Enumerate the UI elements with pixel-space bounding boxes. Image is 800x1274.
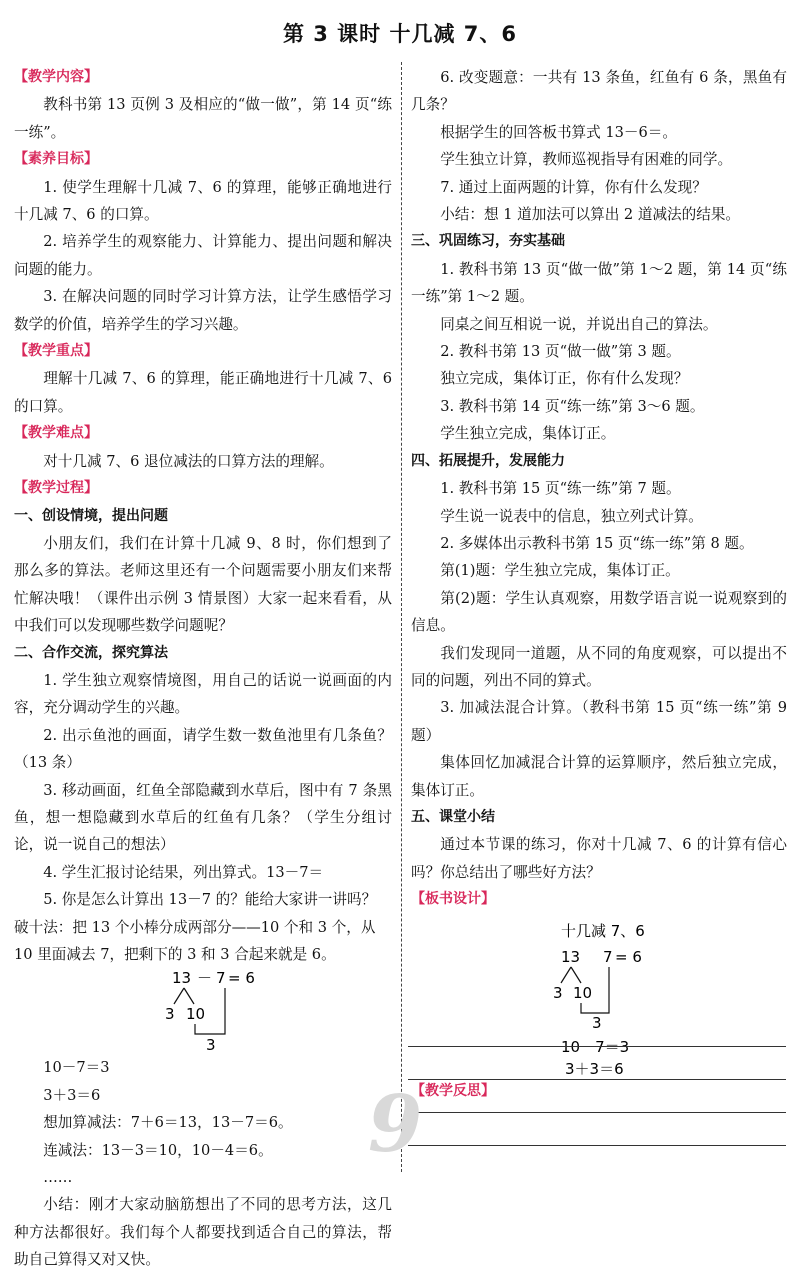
section2-item: 5. 你是怎么计算出 13－7 的？能给大家讲一讲吗？ <box>43 891 377 909</box>
right-column <box>411 64 787 1105</box>
diagram-result-3: 3 <box>206 1036 216 1055</box>
board-result-3: 3 <box>592 1013 602 1032</box>
key-text: 理解十几减 7、6 的算理，能正确地进行十几减 7、6 的口算。 <box>14 370 392 415</box>
column-divider <box>401 62 402 1172</box>
section1-heading: 一、创设情境，提出问题 <box>14 507 168 524</box>
board-design <box>411 914 787 1078</box>
section3-item: 独立完成，集体订正，你有什么发现？ <box>440 370 689 388</box>
board-7: 7 <box>603 947 613 966</box>
board-svg <box>411 914 787 1078</box>
section3-item: 1. 教科书第 13 页“做一做”第 1～2 题，第 14 页“练一练”第 1～2 题。 <box>411 260 787 306</box>
section3-heading: 三、巩固练习，夯实基础 <box>411 233 565 250</box>
goal-item: 1. 使学生理解十几减 7、6 的算理，能够正确地进行十几减 7、6 的口算。 <box>14 178 392 224</box>
section3-item: 学生独立完成，集体订正。 <box>440 425 616 443</box>
content-tag: 【教学内容】 <box>14 69 98 85</box>
section2-item: 1. 学生独立观察情境图，用自己的话说一说画面的内容，充分调动学生的兴趣。 <box>14 671 392 717</box>
right-summary: 小结：想 1 道加法可以算出 2 道减法的结果。 <box>440 206 741 224</box>
diagram-7: 7 <box>216 969 226 988</box>
section3-item: 同桌之间互相说一说，并说出自己的算法。 <box>440 315 718 333</box>
reflection-line <box>408 1112 786 1113</box>
section2-item: 3. 移动画面，红鱼全部隐藏到水草后，图中有 7 条黑鱼，想一想隐藏到水草后的红鱼有几条？（学生分组讨论，说一说自己的想法） <box>14 781 392 854</box>
section3-item: 3. 教科书第 14 页“练一练”第 3～6 题。 <box>440 397 705 415</box>
diagram-minus: － <box>197 969 213 988</box>
section4-item: 1. 教科书第 15 页“练一练”第 7 题。 <box>440 480 681 498</box>
section2-item: 2. 出示鱼池的画面，请学生数一数鱼池里有几条鱼？（13 条） <box>14 726 392 772</box>
section4-item: 集体回忆加减混合计算的运算顺序，然后独立完成，集体订正。 <box>411 754 787 799</box>
section5-text: 通过本节课的练习，你对十几减 7、6 的计算有信心吗？你总结出了哪些好方法？ <box>411 836 787 881</box>
section5-heading: 五、课堂小结 <box>411 808 495 825</box>
goals-tag: 【素养目标】 <box>14 151 98 168</box>
lianjian-text: 连减法：13－3＝10，10－4＝6。 <box>43 1141 273 1159</box>
board-13: 13 <box>561 947 581 966</box>
reflection-line <box>408 1079 786 1080</box>
board-split-right <box>571 967 581 983</box>
diagram-10: 10 <box>186 1005 206 1024</box>
ellipsis: …… <box>43 1169 73 1187</box>
board-title: 十几减 7、6 <box>561 921 645 940</box>
difficulty-text: 对十几减 7、6 退位减法的口算方法的理解。 <box>43 452 334 470</box>
section4-item: 我们发现同一道题，从不同的角度观察，可以提出不同的问题，列出不同的算式。 <box>411 644 787 689</box>
board-tag: 【板书设计】 <box>411 891 495 908</box>
board-split-left <box>561 967 571 983</box>
board-equation-note: 根据学生的回答板书算式 13－6＝。 <box>440 123 677 141</box>
process-tag: 【教学过程】 <box>14 480 98 497</box>
section4-item: 2. 多媒体出示教科书第 15 页“练一练”第 8 题。 <box>440 534 754 552</box>
pofa-text: 破十法：把 13 个小棒分成两部分——10 个和 3 个，从 10 里面减去 7，把剩下的 3 和 3 合起来就是 6。 <box>14 918 376 963</box>
split-line-right <box>184 988 194 1004</box>
item-7: 7. 通过上面两题的计算，你有什么发现？ <box>440 178 707 196</box>
section1-text: 小朋友们，我们在计算十几减 9、8 时，你们想到了那么多的算法。老师这里还有一个问题需要小朋友们来帮忙解决哦！（课件出示例 3 情景图）大家一起来看看，从中我们可以发现哪些数学问题呢？ <box>14 534 392 635</box>
goal-item: 3. 在解决问题的同时学习计算方法，让学生感悟学习数学的价值，培养学生的学习兴趣。 <box>14 288 392 333</box>
page-title: 第 3 课时 十几减 7、6 <box>282 22 518 46</box>
board-eq2: 3＋3＝6 <box>565 1059 624 1078</box>
section3-item: 2. 教科书第 13 页“做一做”第 3 题。 <box>440 343 681 361</box>
item-6: 6. 改变题意：一共有 13 条鱼，红鱼有 6 条，黑鱼有几条？ <box>411 69 787 114</box>
diagram-13: 13 <box>172 969 192 988</box>
page-number: 9 <box>368 1079 423 1170</box>
key-tag: 【教学重点】 <box>14 343 98 360</box>
section4-item: 第(1)题：学生独立完成，集体订正。 <box>440 562 680 580</box>
section4-item: 第(2)题：学生认真观察，用数学语言说一说观察到的信息。 <box>411 589 787 635</box>
board-10: 10 <box>573 983 593 1002</box>
section4-item: 学生说一说表中的信息，独立列式计算。 <box>440 507 703 525</box>
independent-calc-note: 学生独立计算，教师巡视指导有困难的同学。 <box>440 151 733 169</box>
section4-heading: 四、拓展提升，发展能力 <box>411 452 565 469</box>
decomposition-svg <box>14 968 392 1054</box>
diagram-eq6: = 6 <box>228 969 255 988</box>
split-line-left <box>174 988 184 1004</box>
equation-1: 10－7＝3 <box>43 1059 110 1077</box>
section4-item: 3. 加减法混合计算。（教科书第 15 页“练一练”第 9 题） <box>411 699 787 744</box>
xiangjia-text: 想加算减法：7＋6＝13，13－7＝6。 <box>43 1114 293 1132</box>
reflection-tag: 【教学反思】 <box>411 1082 495 1099</box>
reflection-line <box>408 1145 786 1146</box>
diagram-3: 3 <box>165 1005 175 1024</box>
summary-text: 小结：刚才大家动脑筋想出了不同的思考方法，这几种方法都很好。我们每个人都要找到适合自己的算法，帮助自己算得又对又快。 <box>14 1196 392 1269</box>
reflection-line <box>408 1046 786 1047</box>
equation-2: 3＋3＝6 <box>43 1086 101 1104</box>
left-column <box>14 64 392 1274</box>
section2-item: 4. 学生汇报讨论结果，列出算式。13－7＝ <box>43 863 324 881</box>
content-text: 教科书第 13 页例 3 及相应的“做一做”，第 14 页“练一练”。 <box>14 96 392 141</box>
board-eq6: = 6 <box>615 947 642 966</box>
board-eq1: 10－7＝3 <box>561 1037 630 1056</box>
decomposition-diagram <box>14 968 392 1054</box>
board-3: 3 <box>553 983 563 1002</box>
difficulty-tag: 【教学难点】 <box>14 425 98 442</box>
section2-heading: 二、合作交流，探究算法 <box>14 644 168 661</box>
goal-item: 2. 培养学生的观察能力、计算能力、提出问题和解决问题的能力。 <box>14 233 392 278</box>
